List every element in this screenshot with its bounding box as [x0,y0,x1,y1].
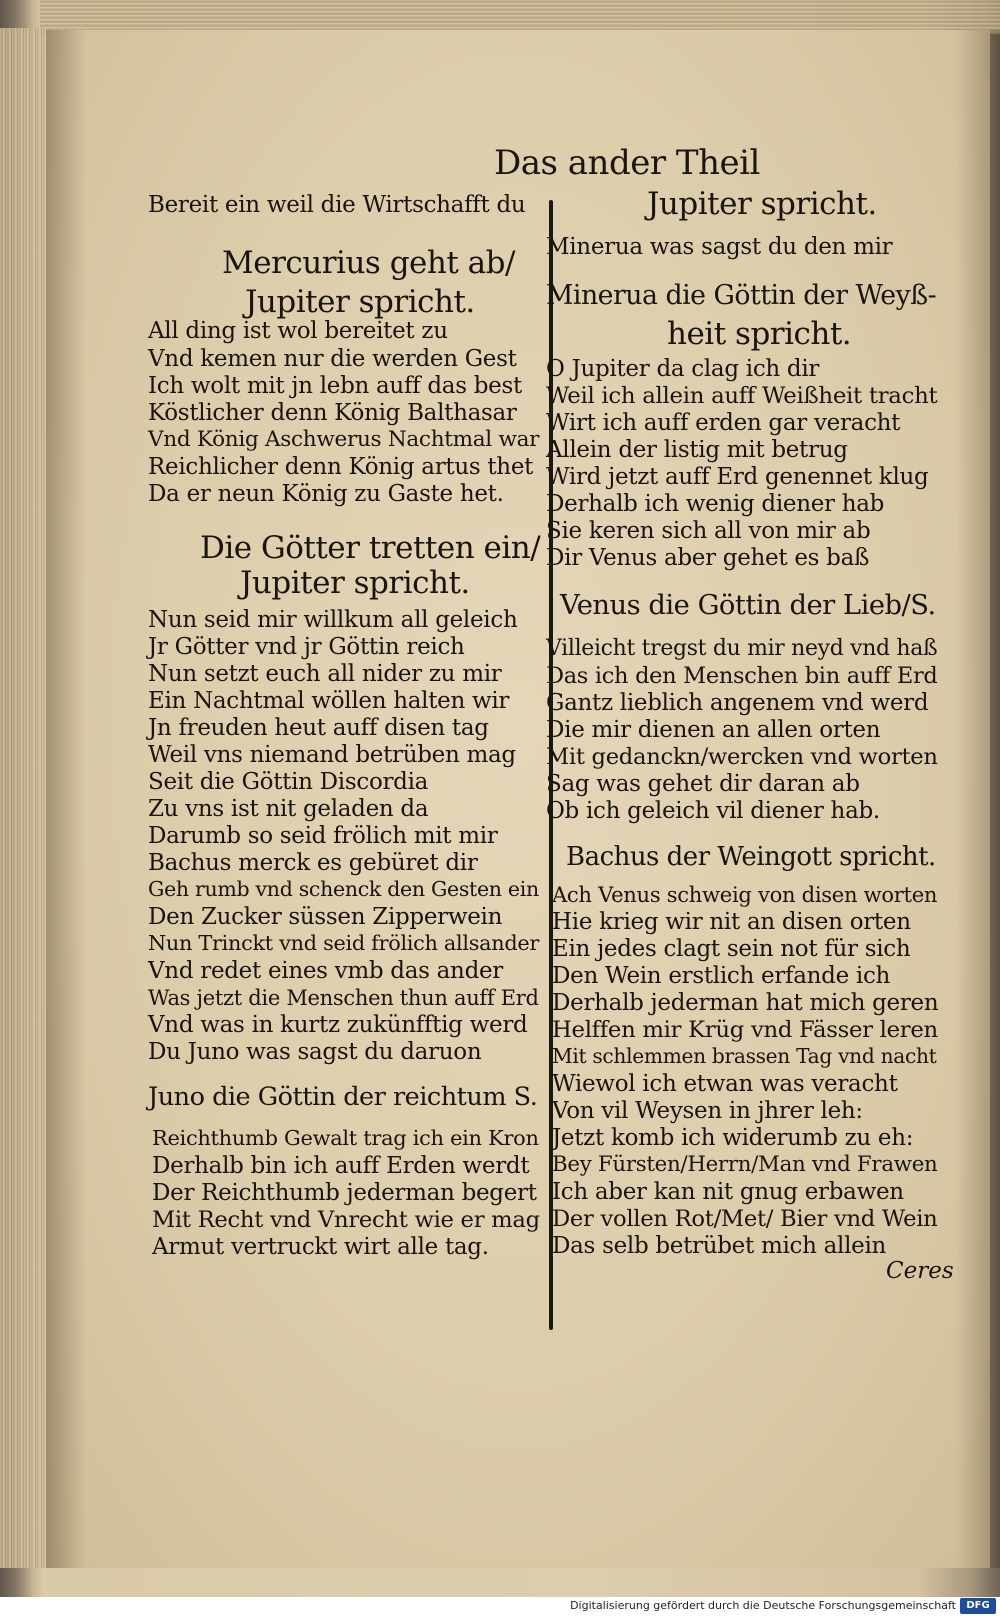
verse-line-allein-der-listig-mit-betrug: Allein der listig mit betrug [546,437,848,463]
verse-line-ich-wolt-mit-jn-lebn-auff-das-: Ich wolt mit jn lebn auff das best [148,373,522,399]
footer-bar [0,1597,1000,1616]
verse-line-reichthumb-gewalt-trag-ich-ein: Reichthumb Gewalt trag ich ein Kron [152,1126,539,1150]
catchword: Ceres [886,1258,954,1284]
verse-line-ein-jedes-clagt-sein-not-f-r-s: Ein jedes clagt sein not für sich [552,936,911,962]
verse-line-das-ich-den-menschen-bin-auff-: Das ich den Menschen bin auff Erd [546,663,938,689]
verse-line-bey-f-rsten-herrn-man-vnd-fraw: Bey Fürsten/Herrn/Man vnd Frawen [552,1152,938,1177]
verse-line-den-zucker-s-ssen-zipperwein: Den Zucker süssen Zipperwein [148,904,503,930]
dfg-logo: DFG [960,1598,996,1614]
verse-line-weil-ich-allein-auff-wei-heit-: Weil ich allein auff Weißheit tracht [546,383,938,409]
verse-line-das-selb-betr-bet-mich-allein: Das selb betrübet mich allein [552,1233,887,1259]
section-heading-jupiter-spricht: Jupiter spricht. [245,284,475,320]
verse-line-darumb-so-seid-fr-lich-mit-mir: Darumb so seid frölich mit mir [148,823,498,849]
verse-line-all-ding-ist-wol-bereitet-zu: All ding ist wol bereitet zu [148,318,448,344]
verse-line-der-reichthumb-jederman-begert: Der Reichthumb jederman begert [152,1180,537,1206]
verse-line-wiewol-ich-etwan-was-veracht: Wiewol ich etwan was veracht [552,1071,898,1097]
verse-line-nun-setzt-euch-all-nider-zu-mi: Nun setzt euch all nider zu mir [148,661,502,687]
verse-line-weil-vns-niemand-betr-ben-mag: Weil vns niemand betrüben mag [148,742,516,768]
running-head: Das ander Theil [494,143,760,183]
verse-line-nun-trinckt-vnd-seid-fr-lich-a: Nun Trinckt vnd seid frölich allsander [148,931,540,955]
section-heading-jupiter-spricht: Jupiter spricht. [647,186,877,222]
verse-line-vnd-was-in-kurtz-zuk-nfftig-we: Vnd was in kurtz zukünfftig werd [148,1012,528,1038]
verse-line-ach-venus-schweig-von-disen-wo: Ach Venus schweig von disen worten [552,882,938,907]
verse-line-nun-seid-mir-willkum-all-gelei: Nun seid mir willkum all geleich [148,607,518,633]
section-heading-jupiter-spricht: Jupiter spricht. [240,565,470,601]
verse-line-von-vil-weysen-in-jhrer-leh: Von vil Weysen in jhrer leh: [552,1098,863,1124]
section-heading-venus-die-g-ttin-der-lieb-s: Venus die Göttin der Lieb/S. [560,590,936,621]
verse-line-die-mir-dienen-an-allen-orten: Die mir dienen an allen orten [546,717,881,743]
verse-line-vnd-kemen-nur-die-werden-gest: Vnd kemen nur die werden Gest [148,346,517,372]
verse-line-derhalb-ich-wenig-diener-hab: Derhalb ich wenig diener hab [546,491,885,517]
section-heading-bachus-der-weingott-spricht: Bachus der Weingott spricht. [566,842,936,872]
verse-line-k-stlicher-denn-k-nig-balthasa: Köstlicher denn König Balthasar [148,400,517,426]
verse-line-armut-vertruckt-wirt-alle-tag: Armut vertruckt wirt alle tag. [152,1234,489,1260]
verse-line-dir-venus-aber-gehet-es-ba: Dir Venus aber gehet es baß [546,545,870,571]
section-heading-juno-die-g-ttin-der-reichtum-s: Juno die Göttin der reichtum S. [148,1082,538,1112]
verse-line-wirt-ich-auff-erden-gar-verach: Wirt ich auff erden gar veracht [546,410,901,436]
verse-line-derhalb-bin-ich-auff-erden-wer: Derhalb bin ich auff Erden werdt [152,1153,530,1179]
footer-credit: Digitalisierung gefördert durch die Deutsche Forschungsgemeinschaft [570,1599,956,1612]
verse-line-jn-freuden-heut-auff-disen-tag: Jn freuden heut auff disen tag [148,715,489,741]
verse-line-der-vollen-rot-met-bier-vnd-we: Der vollen Rot/Met/ Bier vnd Wein [552,1206,938,1232]
verse-line-du-juno-was-sagst-du-daruon: Du Juno was sagst du daruon [148,1039,482,1065]
book-page-edges-left [0,28,46,1568]
verse-line-was-jetzt-die-menschen-thun-au: Was jetzt die Menschen thun auff Erd [148,985,539,1010]
verse-line-mit-schlemmen-brassen-tag-vnd-: Mit schlemmen brassen Tag vnd nacht [552,1044,937,1068]
verse-line-geh-rumb-vnd-schenck-den-geste: Geh rumb vnd schenck den Gesten ein [148,877,539,901]
verse-line-ich-aber-kan-nit-gnug-erbawen: Ich aber kan nit gnug erbawen [552,1179,904,1205]
verse-line-zu-vns-ist-nit-geladen-da: Zu vns ist nit geladen da [148,796,429,822]
verse-line-bereit-ein-weil-die-wirtschaff: Bereit ein weil die Wirtschafft du [148,192,526,218]
verse-line-sie-keren-sich-all-von-mir-ab: Sie keren sich all von mir ab [546,518,871,544]
section-heading-minerua-die-g-ttin-der-wey: Minerua die Göttin der Weyß- [546,280,937,311]
verse-line-mit-recht-vnd-vnrecht-wie-er-m: Mit Recht vnd Vnrecht wie er mag [152,1207,540,1233]
verse-line-villeicht-tregst-du-mir-neyd-v: Villeicht tregst du mir neyd vnd haß [546,636,938,661]
verse-line-seit-die-g-ttin-discordia: Seit die Göttin Discordia [148,769,429,795]
verse-line-derhalb-jederman-hat-mich-gere: Derhalb jederman hat mich geren [552,990,939,1016]
page-right-shade [955,30,1000,1568]
verse-line-ob-ich-geleich-vil-diener-hab: Ob ich geleich vil diener hab. [546,798,880,824]
verse-line-jr-g-tter-vnd-jr-g-ttin-reich: Jr Götter vnd jr Göttin reich [148,634,465,660]
verse-line-reichlicher-denn-k-nig-artus-t: Reichlicher denn König artus thet [148,454,534,480]
verse-line-bachus-merck-es-geb-ret-dir: Bachus merck es gebüret dir [148,850,478,876]
book-page-edges-top [40,0,1000,34]
verse-line-mit-gedanckn-wercken-vnd-worte: Mit gedanckn/wercken vnd worten [546,744,938,770]
section-heading-mercurius-geht-ab: Mercurius geht ab/ [222,245,515,281]
verse-line-da-er-neun-k-nig-zu-gaste-het: Da er neun König zu Gaste het. [148,481,504,507]
verse-line-vnd-redet-eines-vmb-das-ander: Vnd redet eines vmb das ander [148,958,503,984]
verse-line-ein-nachtmal-w-llen-halten-wir: Ein Nachtmal wöllen halten wir [148,688,510,714]
verse-line-vnd-k-nig-aschwerus-nachtmal-w: Vnd König Aschwerus Nachtmal war [148,427,540,452]
verse-line-jetzt-komb-ich-widerumb-zu-eh: Jetzt komb ich widerumb zu eh: [552,1125,914,1151]
spine-shadow [46,30,86,1568]
verse-line-gantz-lieblich-angenem-vnd-wer: Gantz lieblich angenem vnd werd [546,690,929,716]
verse-line-den-wein-erstlich-erfande-ich: Den Wein erstlich erfande ich [552,963,891,989]
verse-line-o-jupiter-da-clag-ich-dir: O Jupiter da clag ich dir [546,356,820,382]
section-heading-die-g-tter-tretten-ein: Die Götter tretten ein/ [200,530,541,566]
section-heading-heit-spricht: heit spricht. [667,316,852,352]
verse-line-minerua-was-sagst-du-den-mir: Minerua was sagst du den mir [546,234,893,260]
verse-line-sag-was-gehet-dir-daran-ab: Sag was gehet dir daran ab [546,771,860,797]
verse-line-helffen-mir-kr-g-vnd-f-sser-le: Helffen mir Krüg vnd Fässer leren [552,1017,938,1043]
verse-line-wird-jetzt-auff-erd-genennet-k: Wird jetzt auff Erd genennet klug [546,464,929,490]
verse-line-hie-krieg-wir-nit-an-disen-ort: Hie krieg wir nit an disen orten [552,909,911,935]
